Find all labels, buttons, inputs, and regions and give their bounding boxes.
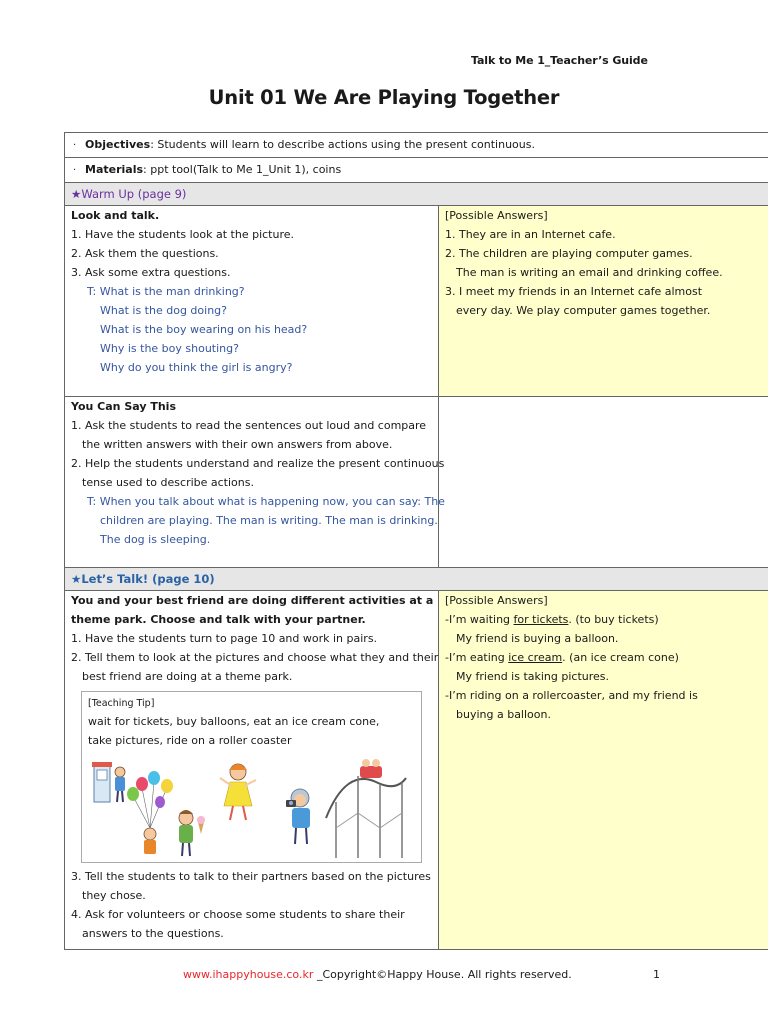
instruction-line: the written answers with their own answers from above.: [82, 438, 393, 451]
camera-icon: [286, 789, 310, 844]
balloons-icon: [127, 771, 173, 854]
instruction-line: 1. Ask the students to read the sentences out loud and compare: [71, 419, 427, 432]
ice-cream-cone-icon: [179, 810, 205, 856]
bullet-icon: ·: [73, 140, 77, 151]
materials-label: Materials: [85, 163, 144, 176]
answer-line: buying a balloon.: [456, 708, 551, 721]
materials-text: : ppt tool(Talk to Me 1_Unit 1), coins: [143, 163, 342, 176]
teacher-line: children are playing. The man is writing. The man is drinking.: [100, 514, 438, 527]
star-icon: ★: [71, 186, 82, 201]
roller-coaster-icon: [326, 759, 406, 858]
lets-talk-section-header: [65, 568, 768, 591]
answer-line: -I’m riding on a rollercoaster, and my friend is: [445, 689, 698, 702]
answer-line: every day. We play computer games together.: [456, 304, 711, 317]
star-icon: ★: [71, 571, 82, 586]
objectives-row: [65, 133, 768, 158]
warmup-answers-cell: [439, 206, 768, 397]
warmup-section-header: [65, 183, 768, 206]
lesson-plan-table: [64, 132, 768, 950]
answer-line: My friend is taking pictures.: [456, 670, 610, 683]
instruction-line: they chose.: [82, 889, 146, 902]
answer-line: The man is writing an email and drinking coffee.: [456, 266, 723, 279]
teacher-question: What is the dog doing?: [100, 304, 227, 317]
you-can-say-cell: [65, 397, 445, 568]
answer-line: 2. The children are playing computer games.: [445, 247, 693, 260]
guide-header: Talk to Me 1_Teacher’s Guide: [471, 54, 648, 67]
empty-cell: [439, 397, 768, 568]
answer-line: My friend is buying a balloon.: [456, 632, 619, 645]
copyright-text: _Copyright©Happy House. All rights reserved.: [317, 968, 572, 981]
teacher-line: The dog is sleeping.: [100, 533, 211, 546]
instruction-line: 2. Help the students understand and realize the present continuous: [71, 457, 445, 470]
teaching-tip-line: wait for tickets, buy balloons, eat an ice cream cone,: [88, 715, 380, 728]
answer-line: -I’m eating ice cream. (an ice cream cone): [445, 651, 679, 664]
look-talk-heading: Look and talk.: [71, 209, 160, 222]
instruction-line: 2. Tell them to look at the pictures and choose what they and their: [71, 651, 439, 664]
answer-line: -I’m waiting for tickets. (to buy tickets): [445, 613, 659, 626]
lets-talk-answers-cell: [439, 591, 768, 950]
teaching-tip-box: [81, 691, 422, 863]
teacher-question: Why do you think the girl is angry?: [100, 361, 293, 374]
answers-label: [Possible Answers]: [445, 594, 548, 607]
lets-talk-cell: [65, 591, 439, 950]
look-talk-cell: [65, 206, 439, 397]
teaching-tip-label: [Teaching Tip]: [88, 698, 155, 709]
instruction-line: tense used to describe actions.: [82, 476, 254, 489]
website-link[interactable]: www.ihappyhouse.co.kr: [183, 968, 314, 981]
instruction-line: 1. Have the students turn to page 10 and work in pairs.: [71, 632, 378, 645]
answer-line: 3. I meet my friends in an Internet cafe almost: [445, 285, 703, 298]
lets-talk-heading: theme park. Choose and talk with your partner.: [71, 613, 366, 626]
page-number: 1: [653, 968, 660, 981]
answer-line: 1. They are in an Internet cafe.: [445, 228, 616, 241]
girl-icon: [220, 764, 256, 820]
lets-talk-title: Let’s Talk! (page 10): [81, 571, 215, 586]
teacher-question: T: What is the man drinking?: [87, 285, 245, 298]
teaching-tip-line: take pictures, ride on a roller coaster: [88, 734, 292, 747]
bullet-icon: ·: [73, 165, 77, 176]
instruction-line: 1. Have the students look at the picture.: [71, 228, 295, 241]
teacher-question: What is the boy wearing on his head?: [100, 323, 308, 336]
objectives-label: Objectives: [85, 138, 151, 151]
objectives-text: : Students will learn to describe actions using the present continuous.: [150, 138, 535, 151]
instruction-line: 3. Tell the students to talk to their partners based on the pictures: [71, 870, 431, 883]
teacher-question: Why is the boy shouting?: [100, 342, 239, 355]
instruction-line: 4. Ask for volunteers or choose some students to share their: [71, 908, 405, 921]
instruction-line: best friend are doing at a theme park.: [82, 670, 293, 683]
answers-label: [Possible Answers]: [445, 209, 548, 222]
ticket-booth-icon: [92, 762, 125, 802]
instruction-line: answers to the questions.: [82, 927, 224, 940]
instruction-line: 2. Ask them the questions.: [71, 247, 219, 260]
unit-title: Unit 01 We Are Playing Together: [208, 86, 560, 109]
lets-talk-heading: You and your best friend are doing different activities at a: [71, 594, 434, 607]
teacher-line: T: When you talk about what is happening now, you can say: The: [87, 495, 445, 508]
instruction-line: 3. Ask some extra questions.: [71, 266, 231, 279]
materials-row: [65, 158, 768, 183]
you-can-say-heading: You Can Say This: [71, 400, 176, 413]
theme-park-illustration: [90, 758, 430, 862]
warmup-title: Warm Up (page 9): [81, 186, 187, 201]
